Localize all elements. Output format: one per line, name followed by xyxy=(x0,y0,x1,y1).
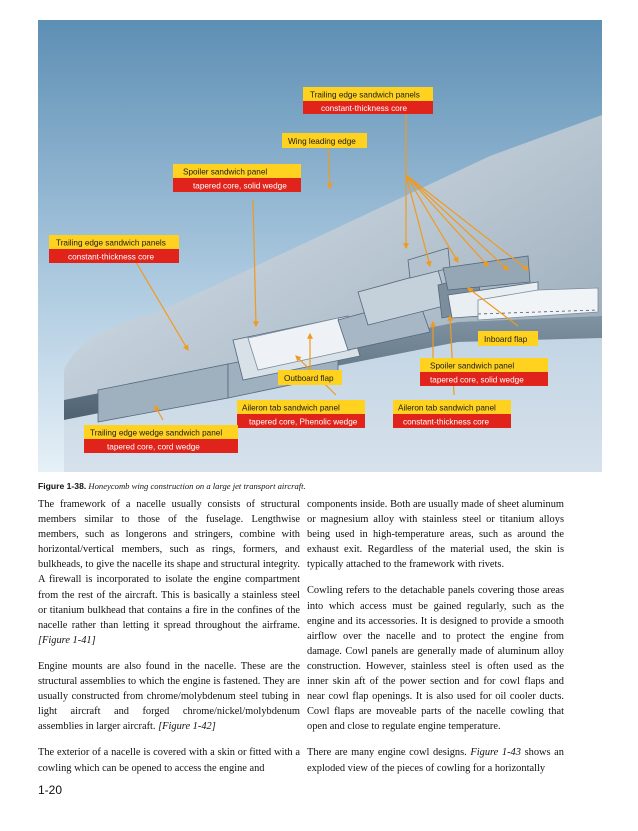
figure-ref: [Figure 1-42] xyxy=(158,721,216,733)
figure-caption xyxy=(38,480,602,492)
figure-ref: [Figure 1-41] xyxy=(38,634,96,646)
paragraph-text: Cowling refers to the detachable panels covering those areas into which access must be gained regularly, such as the engine and its accessories. It is designed to provide a smooth airflow over the nacelle and to protect the engine from damage. Cowl panels are generally made of aluminum alloy construction. However, stainless steel is often used as the inner skin aft of the power section and for cowl flaps and near cowl flap openings. It is also used for oil cooler ducts. Cowl flaps are moveable parts of the nacelle cowling that open and close to regulate engine temperature. xyxy=(307,585,564,733)
paragraph xyxy=(307,583,564,734)
label-title: Inboard flap xyxy=(484,335,528,344)
paragraph xyxy=(38,745,300,775)
figure-ref: Figure 1-43 xyxy=(470,747,521,759)
label-te-sandwich-left xyxy=(49,235,179,263)
right-column xyxy=(307,497,564,787)
label-title: Aileron tab sandwich panel xyxy=(242,403,340,413)
label-spoiler-right xyxy=(420,358,548,386)
wing-figure xyxy=(38,20,602,472)
label-subtitle: tapered core, Phenolic wedge xyxy=(249,417,358,427)
label-subtitle: constant-thickness core xyxy=(68,252,155,262)
label-subtitle: constant-thickness core xyxy=(321,104,408,113)
paragraph-text: Engine mounts are also found in the nacelle. These are the structural assemblies to which the engine is fastened. They are usually constructed from chrome/molybdenum steel tubing in light aircraft and forged chrome/nickel/molybdenum assemblies in larger aircraft. xyxy=(38,660,300,733)
caption-text: Honeycomb wing construction on a large jet transport aircraft. xyxy=(88,481,306,491)
page-number: 1-20 xyxy=(38,783,63,797)
label-outboard-flap xyxy=(278,370,342,385)
paragraph-text: components inside. Both are usually made of sheet aluminum or magnesium alloy with stainless steel or titanium alloys being used in high-temperature areas, such as around the exhaust exit. Regardless of the material used, the skin is typically attached to the framework with rivets. xyxy=(307,499,564,571)
wing-illustration xyxy=(38,20,602,472)
label-subtitle: tapered core, solid wedge xyxy=(193,181,287,191)
label-wing-leading-edge xyxy=(282,133,367,148)
paragraph-text: The exterior of a nacelle is covered with a skin or fitted with a cowling which can be opened to access the engine and xyxy=(38,747,300,774)
label-inboard-flap xyxy=(478,331,538,346)
label-title: Trailing edge sandwich panels xyxy=(56,238,166,248)
caption-label: Figure 1-38. xyxy=(38,481,87,491)
paragraph-text: The framework of a nacelle usually consists of structural members similar to those of the fuselage. Lengthwise members, such as longerons and stringers, combine with horizontal/vertical members, such as rings, formers, and bulkheads, to give the nacelle its shape and structural integrity. A firewall is incorporated to isolate the engine compartment from the rest of the aircraft. This is basically a stainless steel or titanium bulkhead that contains a fire in the confines of the nacelle rather than letting it spread throughout the airframe. xyxy=(38,499,300,631)
label-title: Aileron tab sandwich panel xyxy=(398,403,496,413)
label-aileron-tab-left xyxy=(237,400,365,428)
label-title: Trailing edge sandwich panels xyxy=(310,90,420,100)
label-title: Wing leading edge xyxy=(288,137,356,146)
paragraph xyxy=(38,497,300,648)
label-title: Outboard flap xyxy=(284,374,334,383)
label-te-sandwich-top xyxy=(303,87,433,114)
paragraph xyxy=(307,745,564,775)
label-aileron-tab-right xyxy=(393,400,511,428)
paragraph xyxy=(38,659,300,734)
paragraph-text: There are many engine cowl designs. xyxy=(307,747,467,759)
label-subtitle: tapered core, cord wedge xyxy=(107,442,200,452)
label-subtitle: tapered core, solid wedge xyxy=(430,375,524,385)
label-subtitle: constant-thickness core xyxy=(403,417,490,427)
paragraph xyxy=(307,497,564,572)
label-title: Spoiler sandwich panel xyxy=(430,361,515,371)
left-column xyxy=(38,497,300,787)
label-spoiler-left xyxy=(173,164,301,192)
label-title: Trailing edge wedge sandwich panel xyxy=(90,428,223,438)
label-te-wedge xyxy=(84,425,238,453)
label-title: Spoiler sandwich panel xyxy=(183,167,268,177)
paragraph-text: shows an exploded view of the pieces of cowling for a horizontally xyxy=(307,747,564,774)
